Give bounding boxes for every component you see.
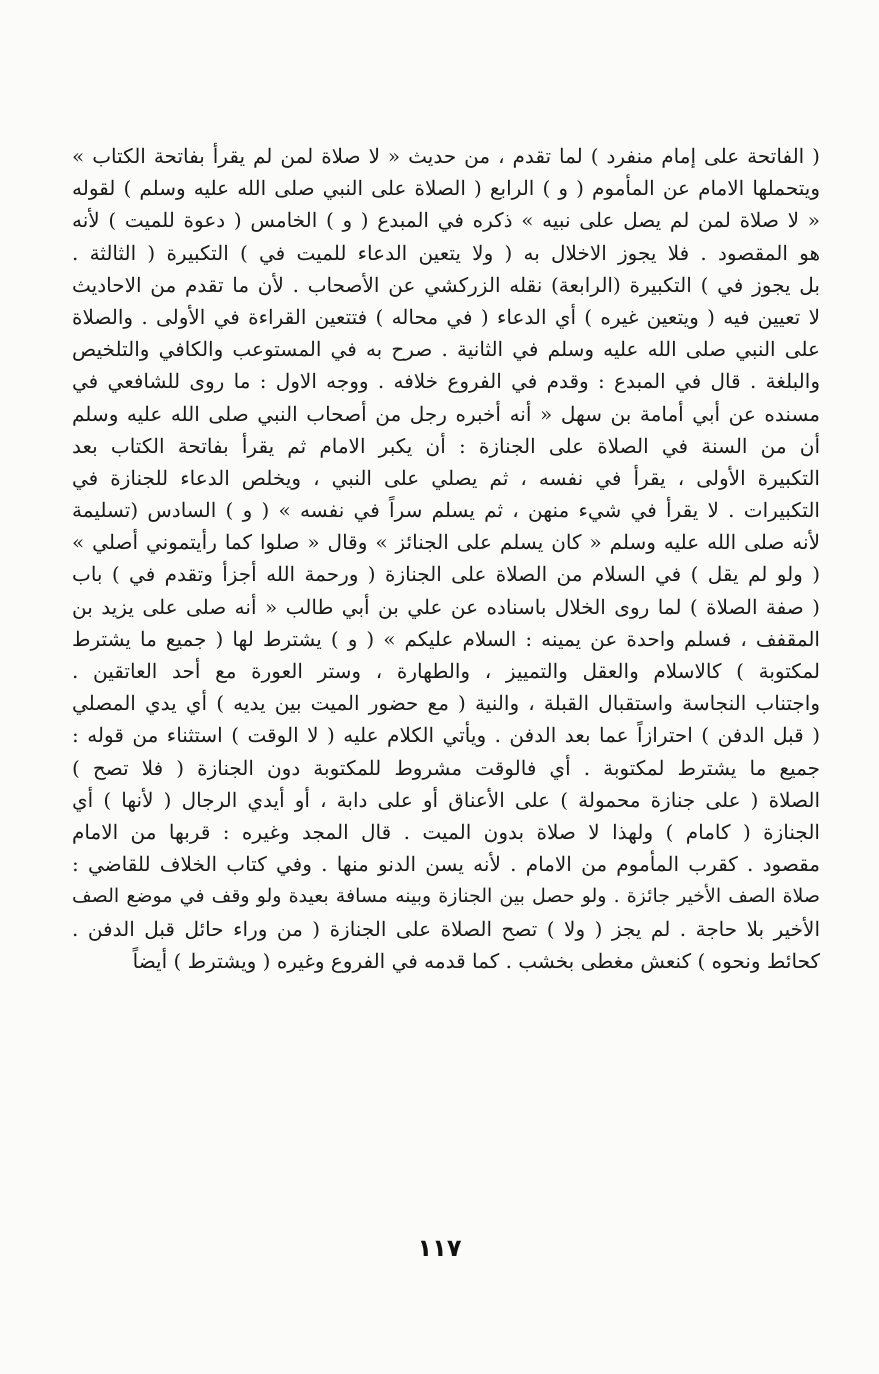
- text-line: ( قبل الدفن ) احترازاً عما بعد الدفن . ويأتي الكلام عليه ( لا الوقت ) استثناء من قوله :: [72, 723, 820, 748]
- text-line: مقصود . كقرب المأموم من الامام . لأنه يسن الدنو منها . وفي كتاب الخلاف للقاضي :: [72, 852, 820, 877]
- text-line: المقفف ، فسلم واحدة عن يمينه : السلام عليكم » ( و ) يشترط لها ( جميع ما يشترط: [72, 626, 820, 651]
- text-line: والبلغة . قال في المبدع : وقدم في الفروع خلافه . ووجه الاول : ما روى للشافعي في: [72, 369, 820, 394]
- text-line: كحائط ونحوه ) كنعش مغطى بخشب . كما قدمه في الفروع وغيره ( ويشترط ) أيضاً: [132, 948, 820, 973]
- text-line: ( الفاتحة على إمام منفرد ) لما تقدم ، من حديث « لا صلاة لمن لم يقرأ بفاتحة الكتاب »: [72, 144, 820, 168]
- body-text: [72, 140, 820, 977]
- text-line: مسنده عن أبي أمامة بن سهل « أنه أخبره رجل من أصحاب النبي صلى الله عليه وسلم: [72, 401, 820, 426]
- text-line: ( ولو لم يقل ) في السلام من الصلاة على الجنازة ( ورحمة الله أجزأ وتقدم في ) باب: [72, 562, 820, 587]
- text-line: لمكتوبة ) كالاسلام والعقل والتمييز ، والطهارة ، وستر العورة مع أحد العاتقين .: [72, 659, 820, 683]
- text-line: التكبيرة الأولى ، يقرأ في نفسه ، ثم يصلي على النبي ، ويخلص الدعاء للجنازة في: [72, 465, 820, 490]
- text-line: الصلاة ( على جنازة محمولة ) على الأعناق أو على دابة ، أو أيدي الرجال ( لأنها ) أي: [72, 787, 820, 812]
- text-line: واجتناب النجاسة واستقبال القبلة ، والنية ( مع حضور الميت بين يديه ) أي يدي المصلي: [72, 691, 820, 716]
- text-line: « لا صلاة لمن لم يصل على نبيه » ذكره في المبدع ( و ) الخامس ( دعوة للميت ) لأنه: [72, 208, 820, 233]
- text-line: جميع ما يشترط لمكتوبة . أي فالوقت مشروط للمكتوبة دون الجنازة ( فلا تصح ): [72, 755, 820, 780]
- text-line: الجنازة ( كامام ) ولهذا لا صلاة بدون الميت . قال المجد وغيره : قربها من الامام: [72, 819, 820, 844]
- text-line: بل يجوز في ) التكبيرة (الرابعة) نقله الزركشي عن الأصحاب . لأن ما تقدم من الاحاديث: [72, 272, 820, 297]
- text-line: ويتحملها الامام عن المأموم ( و ) الرابع ( الصلاة على النبي صلى الله عليه وسلم ) لقوله: [72, 176, 820, 201]
- page-number: ١١٧: [417, 1234, 462, 1262]
- text-line: هو المقصود . فلا يجوز الاخلال به ( ولا يتعين الدعاء للميت في ) التكبيرة ( الثالثة .: [72, 240, 820, 265]
- text-line: صلاة الصف الأخير جائزة . ولو حصل بين الجنازة وبينه مسافة بعيدة ولو وقف في موضع الصف: [72, 885, 820, 908]
- text-line: لا تعيين فيه ( ويتعين غيره ) أي الدعاء ( في محاله ) فتتعين القراءة في الأولى . والصلاة: [72, 304, 820, 329]
- text-line: التكبيرات . لا يقرأ في شيء منهن ، ثم يسلم سراً في نفسه » ( و ) السادس (تسليمة: [72, 498, 820, 523]
- text-line: على النبي صلى الله عليه وسلم في الثانية . صرح به في المستوعب والكافي والتلخيص: [72, 337, 820, 362]
- text-line: ( صفة الصلاة ) لما روى الخلال باسناده عن علي بن أبي طالب « أنه صلى على يزيد بن: [72, 594, 820, 619]
- text-line: لأنه صلى الله عليه وسلم « كان يسلم على الجنائز » وقال « صلوا كما رأيتموني أصلي »: [72, 530, 820, 555]
- text-line: الأخير بلا حاجة . لم يجز ( ولا ) تصح الصلاة على الجنازة ( من وراء حائل قبل الدفن .: [72, 916, 820, 941]
- text-line: أن من السنة في الصلاة على الجنازة : أن يكبر الامام ثم يقرأ بفاتحة الكتاب بعد: [72, 433, 820, 458]
